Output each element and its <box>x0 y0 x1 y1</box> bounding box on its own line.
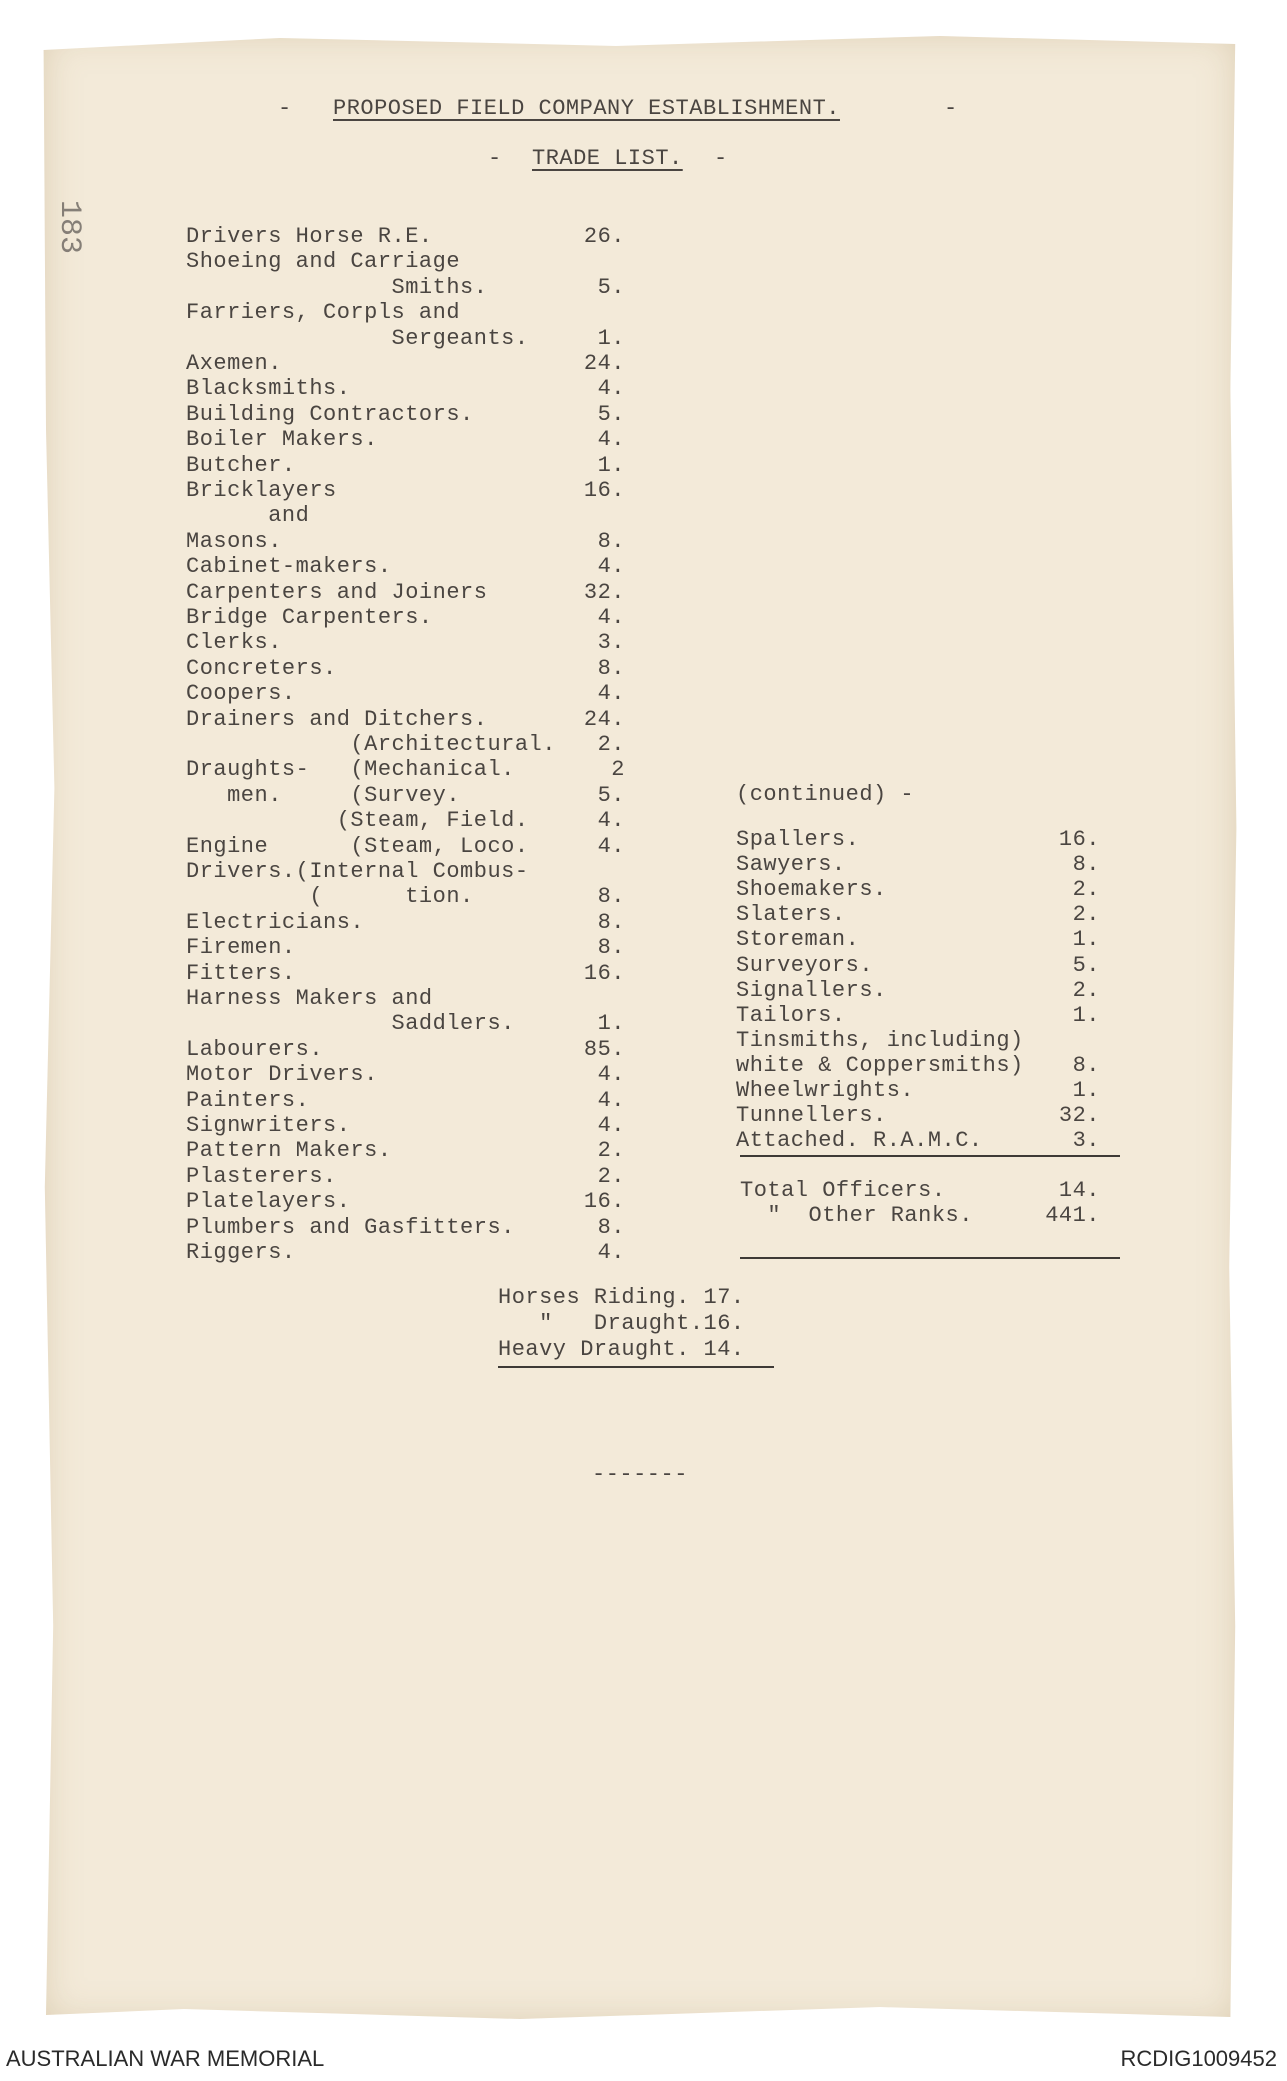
trade-line-label: Masons. <box>186 528 282 554</box>
trade-line-label: and <box>186 503 310 529</box>
horses-line: " Draught.16. <box>498 1311 745 1336</box>
trade-line-continued-label: Sawyers. <box>736 852 846 878</box>
trade-line-label: Fitters. <box>186 960 296 986</box>
trade-line-count: 1. <box>597 452 625 478</box>
trade-line-label: Labourers. <box>186 1036 324 1062</box>
trade-line-label: Blacksmiths. <box>186 376 351 402</box>
trade-line-count: 4. <box>597 376 625 402</box>
trade-line-continued-label: Wheelwrights. <box>736 1078 915 1103</box>
subtitle-dash-right: - <box>714 146 728 171</box>
trade-line-label: Painters. <box>186 1087 310 1113</box>
trade-line-count: 4. <box>597 1062 625 1088</box>
title-dash-right: - <box>944 96 958 121</box>
trade-line-continued-label: Attached. R.A.M.C. <box>736 1128 983 1154</box>
trade-line-count: 2. <box>597 1163 625 1189</box>
trade-line-count: 8. <box>597 655 625 681</box>
trade-line-label: Coopers. <box>186 681 296 707</box>
trade-line-count: 26. <box>583 224 625 249</box>
trade-line-count: 5. <box>597 782 625 808</box>
trade-line-label: Drivers Horse R.E. <box>186 224 433 249</box>
trade-line-count: 8. <box>597 1214 625 1240</box>
footer-source: AUSTRALIAN WAR MEMORIAL <box>6 2046 325 2071</box>
trade-line-count: 24. <box>583 706 625 732</box>
trade-line-continued-label: Signallers. <box>736 977 887 1003</box>
trade-line-count: 2. <box>597 1138 625 1164</box>
trade-line-continued-label: white & Coppersmiths) <box>736 1052 1024 1078</box>
trade-line-continued-count: 16. <box>1058 827 1100 852</box>
trade-line-count: 2. <box>597 732 625 757</box>
trade-line-label: Sergeants. <box>186 325 529 351</box>
trade-line-label: Signwriters. <box>186 1113 351 1138</box>
trade-line-count: 1. <box>597 325 625 351</box>
trade-line-label: Building Contractors. <box>186 401 474 427</box>
trade-line-count: 24. <box>583 351 625 376</box>
trade-line-continued-count: 8. <box>1072 1052 1100 1078</box>
trade-line-continued-label: Surveyors. <box>736 952 874 978</box>
trade-line-count: 4. <box>597 1087 625 1113</box>
continued-label: (continued) - <box>736 782 915 807</box>
trade-line-label: Plumbers and Gasfitters. <box>186 1214 515 1240</box>
trade-line-count: 2 <box>611 757 625 783</box>
trade-line-label: Harness Makers and <box>186 986 433 1011</box>
trade-line-count: 4. <box>597 554 625 580</box>
totals-underline <box>740 1257 1120 1259</box>
trade-line-label: Butcher. <box>186 452 296 478</box>
trade-line-label: ( tion. <box>186 884 474 910</box>
trade-line-continued-count: 3. <box>1072 1128 1100 1154</box>
horses-line: Heavy Draught. 14. <box>498 1337 745 1362</box>
trade-line-label: Farriers, Corpls and <box>186 300 461 326</box>
trade-line-label: Plasterers. <box>186 1163 337 1189</box>
trade-line-continued-label: Storeman. <box>736 927 860 953</box>
trade-line-count: 16. <box>583 478 625 503</box>
trade-line-label: Clerks. <box>186 630 282 656</box>
document-title: PROPOSED FIELD COMPANY ESTABLISHMENT. <box>333 96 840 121</box>
trade-line-label: Electricians. <box>186 909 365 935</box>
trade-line-label: Pattern Makers. <box>186 1138 392 1164</box>
trade-line-count: 1. <box>597 1011 625 1037</box>
trade-line-continued-label: Slaters. <box>736 902 846 928</box>
trade-line-count: 8. <box>597 935 625 961</box>
trade-line-label: Platelayers. <box>186 1189 351 1215</box>
trade-line-label: Drainers and Ditchers. <box>186 706 488 732</box>
trade-line-label: Boiler Makers. <box>186 427 378 453</box>
trade-line-label: Draughts- (Mechanical. <box>186 757 515 783</box>
trade-line-label: Engine (Steam, Loco. <box>186 833 529 859</box>
trade-line-count: 4. <box>597 1113 625 1138</box>
trade-line-continued-count: 2. <box>1072 877 1100 903</box>
trade-line-count: 8. <box>597 884 625 910</box>
trade-line-continued-label: Tinsmiths, including) <box>736 1027 1024 1053</box>
trade-line-label: Motor Drivers. <box>186 1062 378 1088</box>
trade-line-count: 3. <box>597 630 625 656</box>
total-line-count: 14. <box>1058 1178 1100 1203</box>
document-subtitle: TRADE LIST. <box>532 146 683 171</box>
trade-line-count: 8. <box>597 909 625 935</box>
trade-line-count: 5. <box>597 401 625 427</box>
trade-line-continued-label: Tailors. <box>736 1002 846 1028</box>
trade-line-continued-count: 8. <box>1072 852 1100 878</box>
trade-line-count: 16. <box>583 1189 625 1215</box>
trade-line-count: 4. <box>597 681 625 707</box>
trade-line-continued-label: Tunnellers. <box>736 1103 887 1129</box>
trade-line-continued-count: 5. <box>1072 952 1100 978</box>
trade-line-label: Shoeing and Carriage <box>186 249 461 275</box>
footer-reference: RCDIG1009452 <box>1120 2046 1277 2071</box>
trade-line-count: 4. <box>597 427 625 453</box>
trade-line-count: 85. <box>583 1036 625 1062</box>
trade-line-continued-count: 1. <box>1072 927 1100 953</box>
trade-line-label: Bricklayers <box>186 478 337 503</box>
trade-line-label: (Architectural. <box>186 732 556 757</box>
trade-line-label: Carpenters and Joiners <box>186 579 488 605</box>
trade-line-label: (Steam, Field. <box>186 808 529 834</box>
trade-line-continued-count: 1. <box>1072 1078 1100 1103</box>
end-mark: ------- <box>592 1462 688 1487</box>
trade-line-label: Firemen. <box>186 935 296 961</box>
trade-line-label: Concreters. <box>186 655 337 681</box>
trade-line-count: 16. <box>583 960 625 986</box>
horses-line: Horses Riding. 17. <box>498 1285 745 1310</box>
trade-line-count: 8. <box>597 528 625 554</box>
trade-line-label: Cabinet-makers. <box>186 554 392 580</box>
right-column-underline <box>740 1155 1120 1157</box>
trade-line-count: 5. <box>597 274 625 300</box>
trade-line-continued-count: 2. <box>1072 902 1100 928</box>
total-line-label: Total Officers. <box>740 1178 946 1203</box>
trade-line-count: 4. <box>597 833 625 859</box>
trade-line-label: men. (Survey. <box>186 782 461 808</box>
trade-line-continued-label: Spallers. <box>736 827 860 852</box>
trade-line-label: Riggers. <box>186 1240 296 1265</box>
trade-line-count: 32. <box>583 579 625 605</box>
total-line-count: 441. <box>1045 1203 1100 1228</box>
trade-line-label: Drivers.(Internal Combus- <box>186 859 529 884</box>
trade-line-label: Bridge Carpenters. <box>186 605 433 630</box>
trade-line-continued-label: Shoemakers. <box>736 877 887 903</box>
horses-underline <box>498 1366 774 1368</box>
total-line-label: " Other Ranks. <box>740 1203 973 1228</box>
title-dash-left: - <box>278 96 292 121</box>
subtitle-dash-left: - <box>488 146 502 171</box>
trade-line-count: 4. <box>597 1240 625 1265</box>
trade-line-continued-count: 2. <box>1072 977 1100 1003</box>
trade-line-continued-count: 1. <box>1072 1002 1100 1028</box>
trade-line-continued-count: 32. <box>1058 1103 1100 1129</box>
margin-page-number: 183 <box>52 200 86 255</box>
trade-line-count: 4. <box>597 605 625 630</box>
trade-line-count: 4. <box>597 808 625 834</box>
trade-line-label: Smiths. <box>186 274 488 300</box>
trade-line-label: Axemen. <box>186 351 282 376</box>
trade-line-label: Saddlers. <box>186 1011 515 1037</box>
